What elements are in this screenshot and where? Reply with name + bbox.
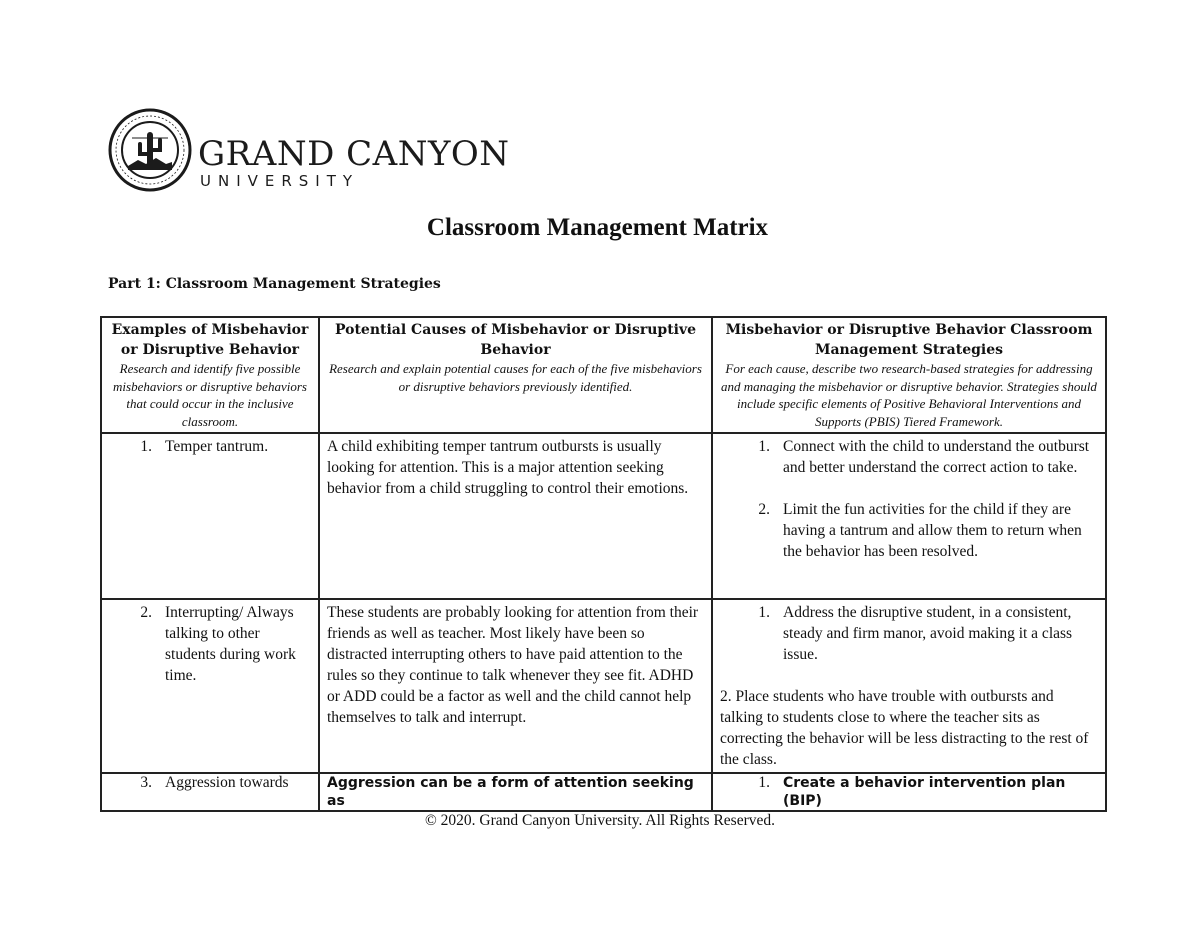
header-instructions: Research and explain potential causes for each of the five misbehaviors or disruptive behaviors previously identified. — [329, 361, 702, 394]
strategy-cell — [712, 433, 1106, 599]
cause-text: These students are probably looking for attention from their friends as well as teacher. Most likely have been so distracted interrupting others to have paid attention to the rules so they continue to talk whenever they see fit. ADHD or ADD could be a factor as well and the child cannot help themselves to talk and interrupt. — [327, 604, 699, 726]
behavior-text: Temper tantrum. — [165, 438, 269, 455]
strategy-item — [720, 499, 1098, 562]
table-row — [101, 773, 1106, 811]
strategy-text: Create a behavior intervention plan (BIP) — [783, 775, 1066, 809]
header-title: Misbehavior or Disruptive Behavior Classroom Management Strategies — [725, 322, 1093, 358]
strategy-text: Address the disruptive student, in a consistent, steady and firm manor, avoid making it a class issue. — [783, 604, 1073, 663]
item-number: 1. — [758, 438, 770, 455]
header-cell-strategies — [712, 317, 1106, 433]
cause-cell — [319, 433, 712, 599]
cause-text: Aggression can be a form of attention seeking as — [327, 775, 694, 809]
cause-cell — [319, 773, 712, 811]
logo-wordmark-bottom: UNIVERSITY — [200, 172, 360, 190]
header-title: Potential Causes of Misbehavior or Disruptive Behavior — [334, 322, 697, 358]
behavior-text: Interrupting/ Always talking to other students during work time. — [165, 604, 296, 684]
strategy-item — [720, 602, 1098, 665]
logo-wordmark-top: GRAND CANYON — [198, 134, 510, 174]
item-number: 3. — [140, 774, 152, 791]
table-row — [101, 599, 1106, 773]
strategy-item — [720, 774, 1098, 810]
cause-text: A child exhibiting temper tantrum outbursts is usually looking for attention. This is a major attention seeking behavior from a child struggling to control their emotions. — [327, 438, 689, 497]
item-number: 1. — [758, 604, 770, 621]
document-title: Classroom Management Matrix — [426, 214, 769, 241]
strategy-text: 2. Place students who have trouble with outbursts and talking to students close to where the teacher sits as correcting the behavior will be less distracting to the rest of the class. — [720, 688, 1089, 768]
header-instructions: Research and identify five possible misbehaviors or disruptive behaviors that could occur in the inclusive classroom. — [113, 361, 307, 429]
strategy-text: Connect with the child to understand the outburst and better understand the correct action to take. — [783, 438, 1090, 476]
behavior-cell — [101, 773, 319, 811]
item-number: 1. — [758, 774, 770, 791]
header-title: Examples of Misbehavior or Disruptive Behavior — [111, 322, 309, 358]
gcu-logo — [108, 104, 510, 196]
strategy-text: Limit the fun activities for the child if they are having a tantrum and allow them to return when the behavior has been resolved. — [783, 501, 1082, 560]
behavior-cell — [101, 433, 319, 599]
header-cell-causes — [319, 317, 712, 433]
header-cell-behavior — [101, 317, 319, 433]
part-title: Part 1: Classroom Management Strategies — [108, 276, 441, 292]
classroom-management-matrix — [100, 316, 1107, 812]
strategy-cell — [712, 773, 1106, 811]
behavior-cell — [101, 599, 319, 773]
copyright-footer: © 2020. Grand Canyon University. All Rights Reserved. — [424, 812, 775, 829]
header-row — [101, 317, 1106, 433]
item-number: 2. — [140, 604, 152, 621]
strategy-cell — [712, 599, 1106, 773]
item-number: 1. — [140, 438, 152, 455]
behavior-text: Aggression towards — [165, 774, 289, 791]
gcu-seal-icon — [108, 104, 192, 196]
header-instructions: For each cause, describe two research-based strategies for addressing and managing the misbehavior or disruptive behavior. Strategies should include specific elements of Positive Behavioral Interventions and Supports (PBIS) Tiered Framework. — [721, 361, 1097, 429]
strategy-item — [720, 436, 1098, 478]
item-number: 2. — [758, 501, 770, 518]
cause-cell — [319, 599, 712, 773]
table-row — [101, 433, 1106, 599]
